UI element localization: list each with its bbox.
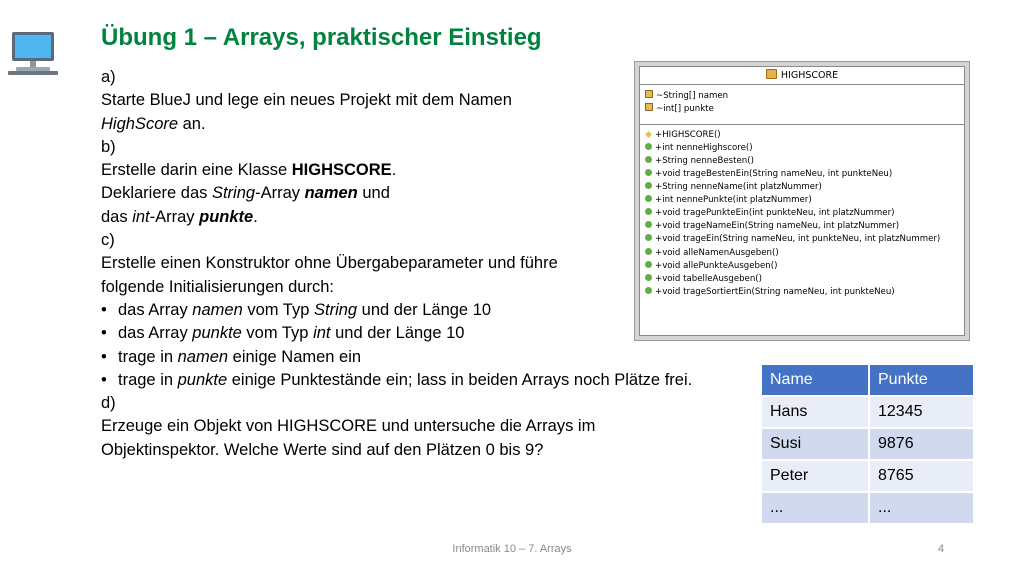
footer-text: Informatik 10 – 7. Arrays bbox=[452, 543, 572, 555]
cell-name: Susi bbox=[762, 428, 869, 460]
text-run: String bbox=[211, 184, 256, 203]
uml-class-header bbox=[640, 67, 964, 85]
text-run: d) bbox=[101, 394, 116, 413]
text-run: namen bbox=[177, 347, 229, 366]
bullet-item bbox=[101, 369, 751, 392]
slide-title: Übung 1 – Arrays, praktischer Einstieg bbox=[101, 24, 542, 51]
text-run: namen bbox=[304, 184, 358, 203]
uml-methods bbox=[640, 125, 964, 299]
cell-name: Hans bbox=[762, 396, 869, 428]
cell-punkte: 8765 bbox=[869, 460, 974, 492]
text-run: -Array bbox=[255, 184, 305, 203]
text-run: . bbox=[253, 207, 258, 226]
text-run: Starte BlueJ und lege ein neues Projekt mit dem Namen bbox=[101, 91, 512, 110]
text-run: das Array bbox=[118, 324, 193, 343]
uml-method: +void trageBestenEin(String nameNeu, int punkteNeu) bbox=[645, 168, 964, 181]
highscore-table bbox=[762, 365, 975, 525]
page-number: 4 bbox=[938, 543, 945, 555]
method-icon bbox=[645, 156, 652, 163]
method-icon bbox=[645, 195, 652, 202]
method-icon bbox=[645, 234, 652, 241]
class-icon bbox=[766, 69, 777, 79]
method-icon bbox=[645, 143, 652, 150]
text-run: Deklariere das bbox=[101, 184, 212, 203]
field-icon bbox=[645, 90, 653, 98]
text-run: das bbox=[101, 207, 133, 226]
cell-punkte: 12345 bbox=[869, 396, 974, 428]
uml-method: +String nenneBesten() bbox=[645, 155, 964, 168]
text-run: und der Länge 10 bbox=[330, 324, 465, 343]
field-icon bbox=[645, 103, 653, 111]
uml-method: +void tabelleAusgeben() bbox=[645, 273, 964, 286]
text-run: vom Typ bbox=[241, 324, 314, 343]
text-line bbox=[101, 392, 751, 415]
method-icon bbox=[645, 274, 652, 281]
text-line bbox=[101, 415, 751, 438]
uml-constructor: +HIGHSCORE() bbox=[645, 129, 964, 142]
text-run: und bbox=[357, 184, 390, 203]
text-run: einige Punktestände ein; lass in beiden Arrays noch Plätze frei. bbox=[227, 370, 693, 389]
cell-name: Peter bbox=[762, 460, 869, 492]
computer-icon bbox=[8, 30, 58, 76]
uml-method: +void tragePunkteEin(int punkteNeu, int platzNummer) bbox=[645, 207, 964, 220]
uml-method: +String nenneName(int platzNummer) bbox=[645, 181, 964, 194]
cell-punkte: ... bbox=[869, 492, 974, 524]
text-run: einige Namen ein bbox=[228, 347, 362, 366]
text-run: b) bbox=[101, 137, 116, 156]
method-icon bbox=[645, 221, 652, 228]
table-row bbox=[762, 428, 974, 460]
column-header-name: Name bbox=[762, 365, 869, 396]
text-run: Erzeuge ein Objekt von HIGHSCORE und untersuche die Arrays im bbox=[101, 417, 596, 436]
text-run: a) bbox=[101, 68, 116, 86]
text-run: int bbox=[313, 324, 331, 343]
uml-field: ~String[] namen bbox=[645, 90, 964, 103]
text-run: -Array bbox=[149, 207, 200, 226]
text-run: und der Länge 10 bbox=[357, 300, 492, 319]
uml-method: +void trageSortiertEin(String nameNeu, int punkteNeu) bbox=[645, 286, 964, 299]
method-icon bbox=[645, 208, 652, 215]
text-run: trage in bbox=[118, 347, 178, 366]
table-row bbox=[762, 460, 974, 492]
bullet-item bbox=[101, 346, 751, 369]
uml-class-diagram bbox=[634, 61, 970, 341]
text-run: das Array bbox=[118, 300, 193, 319]
uml-method: +void allePunkteAusgeben() bbox=[645, 260, 964, 273]
cell-punkte: 9876 bbox=[869, 428, 974, 460]
table-row bbox=[762, 492, 974, 524]
text-run: namen bbox=[192, 300, 243, 319]
text-run: punkte bbox=[192, 324, 242, 343]
uml-method: +void trageEin(String nameNeu, int punkteNeu, int platzNummer) bbox=[645, 233, 964, 246]
text-run: vom Typ bbox=[242, 300, 314, 319]
text-run: Objektinspektor. Welche Werte sind auf den Plätzen 0 bis 9? bbox=[101, 440, 544, 459]
method-icon bbox=[645, 248, 652, 255]
text-run: int bbox=[132, 207, 150, 226]
text-run: c) bbox=[101, 231, 115, 250]
text-run: trage in bbox=[118, 370, 178, 389]
method-icon bbox=[645, 169, 652, 176]
text-run: folgende Initialisierungen durch: bbox=[101, 277, 334, 296]
uml-method: +int nenneHighscore() bbox=[645, 142, 964, 155]
text-run: HighScore bbox=[101, 114, 179, 133]
text-run: an. bbox=[178, 114, 206, 133]
text-line bbox=[101, 439, 751, 462]
method-icon bbox=[645, 182, 652, 189]
uml-class-name: HIGHSCORE bbox=[780, 70, 839, 81]
constructor-icon bbox=[645, 131, 652, 138]
method-icon bbox=[645, 287, 652, 294]
uml-fields bbox=[640, 85, 964, 125]
text-run: . bbox=[391, 161, 397, 180]
column-header-punkte: Punkte bbox=[869, 365, 974, 396]
uml-field: ~int[] punkte bbox=[645, 103, 964, 116]
uml-method: +void alleNamenAusgeben() bbox=[645, 247, 964, 260]
text-run: punkte bbox=[177, 370, 228, 389]
table-header-row bbox=[762, 365, 974, 396]
text-run: Erstelle darin eine Klasse bbox=[101, 161, 292, 180]
cell-name: ... bbox=[762, 492, 869, 524]
text-run: String bbox=[313, 300, 358, 319]
method-icon bbox=[645, 261, 652, 268]
text-run: HIGHSCORE bbox=[291, 161, 392, 180]
text-run: punkte bbox=[199, 207, 254, 226]
uml-method: +int nennePunkte(int platzNummer) bbox=[645, 194, 964, 207]
uml-method: +void trageNameEin(String nameNeu, int platzNummer) bbox=[645, 220, 964, 233]
table-row bbox=[762, 396, 974, 428]
text-run: Erstelle einen Konstruktor ohne Übergabeparameter und führe bbox=[101, 254, 558, 273]
